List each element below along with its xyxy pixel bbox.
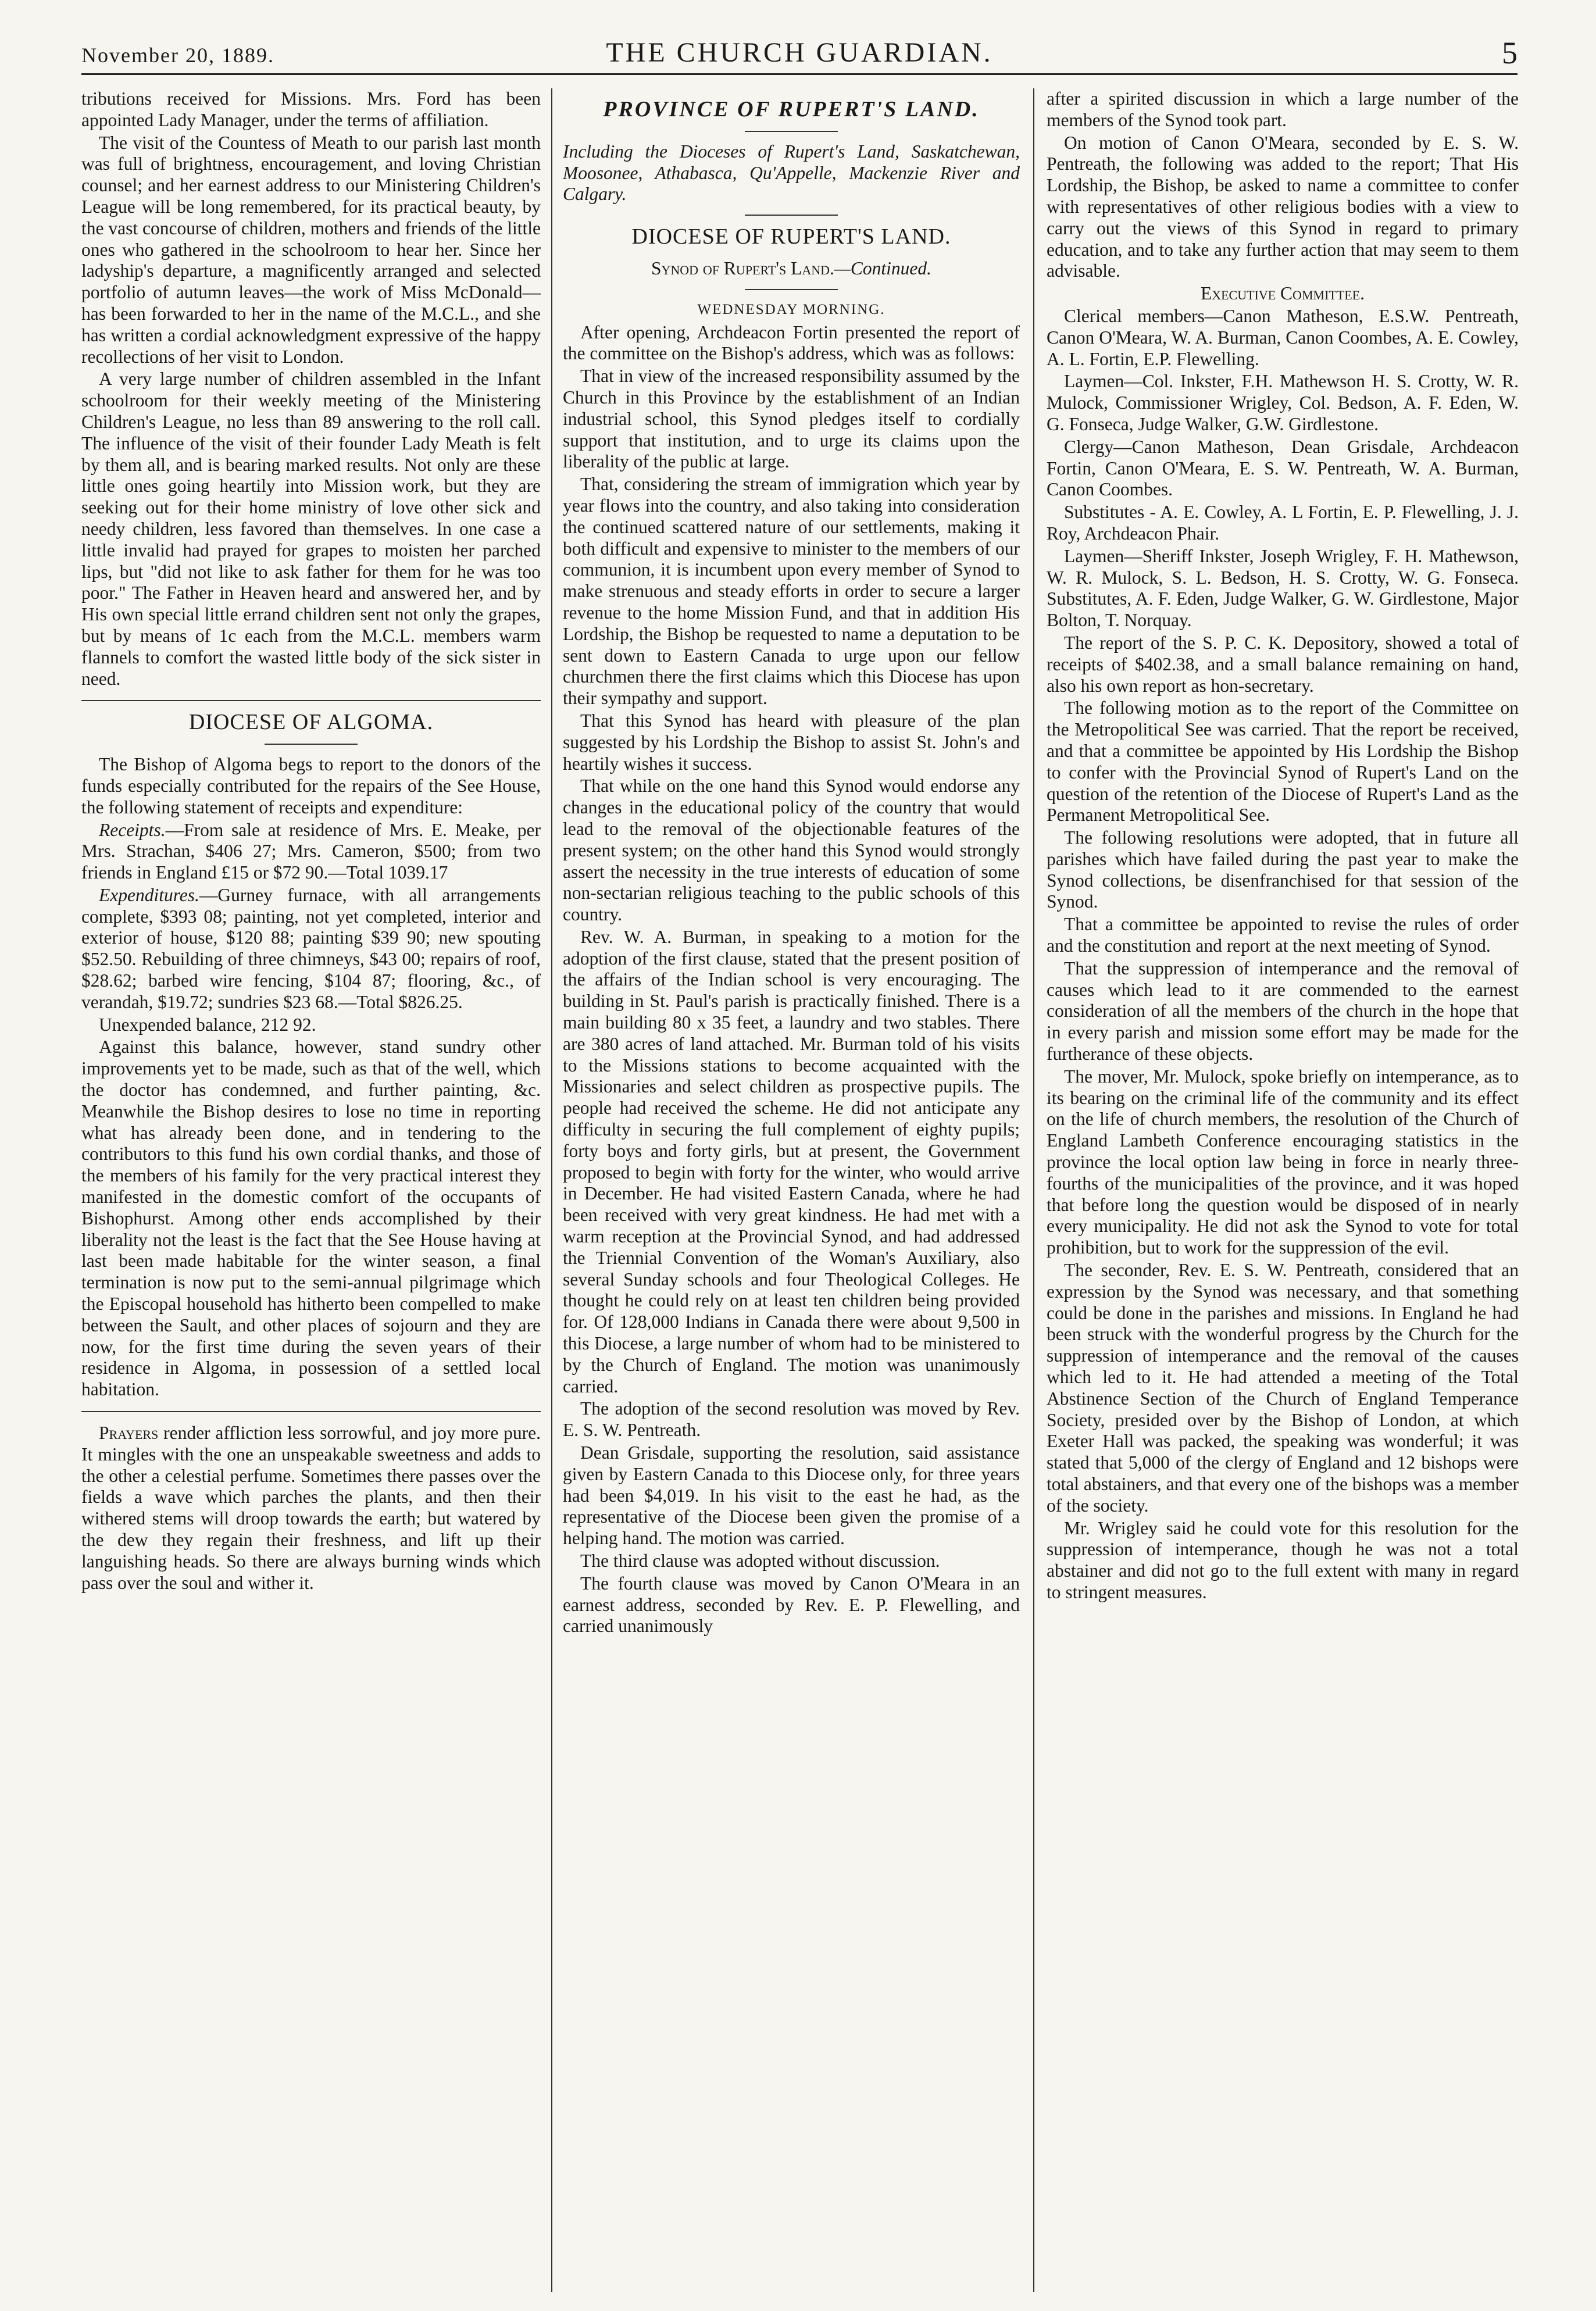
prayers-label: Prayers [99,1423,159,1444]
divider [81,1411,541,1412]
paragraph [81,885,541,1013]
paragraph: Rev. W. A. Burman, in speaking to a motion for the adoption of the first clause, stated that the present position of the affairs of the Indian school is very encouraging. The building in St. Paul's parish is practically finished. There is a main building 80 x 35 feet, a laundry and two stables. There are 380 acres of land attached. Mr. Burman told of his visits to the Missions stations to become acquainted with the Missionaries and select children as prospective pupils. The people had received the scheme. He did not anticipate any difficulty in securing the full complement of eighty pupils; forty boys and forty girls, but at present, the Government proposed to begin with forty for the winter, who would arrive in December. He had visited Eastern Canada, where he had been received with very great kindness. He had met with a warm reception at the Provincial Synod, and had addressed the Triennial Convention of the Woman's Auxiliary, also several Sunday schools and four Theological Colleges. He thought he could rely on at least ten children being provided for. Of 128,000 Indians in Canada there were about 9,500 in this Diocese, a large number of whom had to be ministered to by the Church of England. The motion was unanimously carried. [563,926,1020,1396]
divider [265,744,358,745]
section-heading: DIOCESE OF ALGOMA. [188,710,434,735]
divider [745,289,838,290]
section-heading: DIOCESE OF RUPERT'S LAND. [631,224,951,249]
paragraph: Clergy—Canon Matheson, Dean Grisdale, Archdeacon Fortin, Canon O'Meara, E. S. W. Pentreath, W. A. Burman, Canon Coombes. [1047,436,1519,500]
section-heading: PROVINCE OF RUPERT'S LAND. [603,97,980,122]
paragraph: The following motion as to the report of the Committee on the Metropolitical See was carried. That the report be received, and that a committee be appointed by His Lordship the Bishop to confer with the Provincial Synod of Rupert's Land on the question of the retention of the Diocese of Rupert's Land as the Permanent Metropolitical See. [1047,698,1519,826]
divider [745,131,838,132]
paragraph: Dean Grisdale, supporting the resolution, said assistance given by Eastern Canada to this Diocese only, for three years had been $4,019. In his visit to the east he had, as the representative of the Diocese been given the promise of a helping hand. The motion was carried. [563,1442,1020,1549]
paragraph: The adoption of the second resolution was moved by Rev. E. S. W. Pentreath. [563,1398,1020,1441]
paragraph: The Bishop of Algoma begs to report to the donors of the funds especially contributed for the repairs of the See House, the following statement of receipts and expenditure: [81,754,541,817]
receipts-text: —From sale at residence of Mrs. E. Meake, per Mrs. Strachan, $406 27; Mrs. Cameron, $500; from two friends in England £15 or $72 90.—Total 1039.17 [81,819,541,883]
receipts-label: Receipts. [99,819,166,840]
divider [81,700,541,701]
paragraph: tributions received for Missions. Mrs. Ford has been appointed Lady Manager, under the terms of affiliation. [81,88,541,130]
column-rule [1033,88,1034,2292]
paragraph [81,820,541,884]
paragraph: after a spirited discussion in which a large number of the members of the Synod took part. [1047,88,1519,130]
page-number: 5 [1502,35,1518,70]
paragraph: The following resolutions were adopted, that in future all parishes which have failed during the past year to make the Synod collections, be disenfranchised for that session of the Synod. [1047,827,1519,912]
column-2 [563,88,1020,2292]
paragraph: The third clause was adopted without discussion. [580,1551,940,1571]
expenditures-label: Expenditures. [99,884,199,905]
paragraph: The mover, Mr. Mulock, spoke briefly on intemperance, as to its bearing on the criminal life of the community and its effect on the life of church members, the resolution of the Church of England Lambeth Conference encouraging statistics in the province the local option law being in force in nearly three-fourths of the municipalities of the province, and it was hoped that before long the question would be disposed of in nearly every municipality. He did not ask the Synod to vote for total prohibition, but to work for the suppression of the evil. [1047,1066,1519,1258]
prayers-text: render affliction less sorrowful, and joy more pure. It mingles with the one an unspeakable sweetness and adds to the other a celestial perfume. Sometimes there passes over the fields a wave which parches the plants, and then their withered stems will droop towards the earth; but watered by the dew they regain their freshness, and lift up their languishing heads. So there are always burning winds which pass over the soul and wither it. [81,1423,541,1593]
paragraph [81,1423,541,1594]
column-rule [551,88,552,2292]
paragraph: The seconder, Rev. E. S. W. Pentreath, considered that an expression by the Synod was necessary, and that something could be done in the parishes and missions. In England he had been struck with the wonderful progress by the Church for the suppression of intemperance and the removal of the causes which led to it. He had attended a meeting of the Total Abstinence Section of the Church of England Temperance Society, presided over by the Bishop of London, at which Exeter Hall was packed, the speaking was wonderful; it was stated that 5,000 of the clergy of England and 12 bishops were total abstainers, and that every one of the bishops was a member of the society. [1047,1260,1519,1516]
column-1 [81,88,541,2292]
paragraph: The fourth clause was moved by Canon O'Meara in an earnest address, seconded by Rev. E. P. Flewelling, and carried unanimously [563,1573,1020,1637]
paragraph: Substitutes - A. E. Cowley, A. L Fortin, E. P. Flewelling, J. J. Roy, Archdeacon Phair. [1047,502,1519,544]
paragraph: That in view of the increased responsibility assumed by the Church in this Province by the establishment of an Indian industrial school, this Synod pledges itself to cordially support that institution, and to urge its claims upon the liberality of the public at large. [563,366,1020,472]
paragraph: That this Synod has heard with pleasure of the plan suggested by his Lordship the Bishop to assist St. John's and heartily wishes it success. [563,710,1020,774]
paragraph: That a committee be appointed to revise the rules of order and the constitution and report at the next meeting of Synod. [1047,914,1519,956]
expenditures-text: —Gurney furnace, with all arrangements complete, $393 08; painting, not yet completed, interior and exterior of house, $120 88; painting $39 90; new spouting $52.50. Rebuilding of three chimneys, $43 00; repairs of roof, $28.62; barbed wire fencing, $104 87; flooring, &c., of verandah, $19.72; sundries $23 68.—Total $826.25. [81,884,541,1012]
paragraph: On motion of Canon O'Meara, seconded by E. S. W. Pentreath, the following was added to the report; That His Lordship, the Bishop, be asked to name a committee to confer with representatives of other religious bodies with a view to carry out the views of this Synod in regard to primary education, and to take any further action that may seem to them advisable. [1047,132,1519,281]
paragraph: That the suppression of intemperance and the removal of causes which lead to it are commended to the earnest consideration of all the members of the church in the hope that in every parish and mission some effort may be made for the furtherance of these objects. [1047,958,1519,1065]
synod-label: Synod of Rupert's Land. [651,258,834,278]
paragraph: That while on the one hand this Synod would endorse any changes in the educational policy of the country that would lead to the removal of the objectionable features of the present system; on the other hand this Synod would strongly assert the necessity in the true interests of education of some non-sectarian religious teaching to the public schools of this country. [563,776,1020,925]
paragraph: Laymen—Col. Inkster, F.H. Mathewson H. S. Crotty, W. R. Mulock, Commissioner Wrigley, Col. Bedson, A. F. Eden, W. G. Fonseca, Judge Walker, G.W. Girdlestone. [1047,371,1519,434]
paragraph: Laymen—Sheriff Inkster, Joseph Wrigley, F. H. Mathewson, W. R. Mulock, S. L. Bedson, H. S. Crotty, W. G. Fonseca. Substitutes, A. F. Eden, Judge Walker, G. W. Girdlestone, Major Bolton, T. Norquay. [1047,545,1519,631]
paragraph: A very large number of children assembled in the Infant schoolroom for their weekly meeting of the Ministering Children's League, no less than 89 answering to the roll call. The influence of the visit of their founder Lady Meath is felt by them all, and is bearing marked results. Not only are these little ones going heartily into Mission work, but they are seeking out for their home ministry of love other sick and needy children, less favored than themselves. In one case a little invalid had prayed for grapes to moisten her parched lips, but "did not like to ask father for them for he was too poor." The Father in Heaven heard and answered her, and by His own special little errand children sent not only the grapes, but by means of 1c each from the M.C.L. members warm flannels to comfort the wasted little body of the sick sister in need. [81,369,541,689]
paragraph: Mr. Wrigley said he could vote for this resolution for the suppression of intemperance, though he was not a total abstainer and did not go to the full extent with many in regard to stringent measures. [1047,1517,1519,1602]
executive-committee-heading: Executive Committee. [1200,283,1365,304]
paragraph: The report of the S. P. C. K. Depository, showed a total of receipts of $402.38, and a small balance remaining on hand, also his own report as hon-secretary. [1047,632,1519,696]
paragraph: That, considering the stream of immigration which year by year flows into the country, and also taking into consideration the continued scattered nature of our settlements, making it both difficult and expensive to minister to the members of our communion, it is incumbent upon every member of Synod to make strenuous and steady efforts in order to secure a larger revenue to the home Mission Fund, and that in addition His Lordship, the Bishop be requested to name a deputation to be sent down to Eastern Canada to urge upon our fellow churchmen there the first claims which this Diocese has upon their sympathy and support. [563,474,1020,709]
paragraph: The visit of the Countess of Meath to our parish last month was full of brightness, encouragement, and loving Christian counsel; and her earnest address to our Ministering Children's League will be long remembered, for its practical beauty, by the vast concourse of children, mothers and friends of the little ones who gathered in the schoolroom to hear her. Since her ladyship's departure, a magnificently arranged and selected portfolio of autumn leaves—the work of Miss McDonald—has been forwarded to her in the name of the M.C.L., and she has written a cordial acknowledgment expressive of the happy recollections of her visit to London. [81,132,541,367]
issue-date: November 20, 1889. [81,44,274,67]
paragraph: Unexpended balance, 212 92. [99,1014,316,1035]
wednesday-heading: WEDNESDAY MORNING. [697,301,886,317]
synod-subheading [563,258,1020,280]
paragraph: Clerical members—Canon Matheson, E.S.W. Pentreath, Canon O'Meara, W. A. Burman, Canon Coombes, A. E. Cowley, A. L. Fortin, E.P. Flewelling. [1047,305,1519,369]
paragraph: Against this balance, however, stand sundry other improvements yet to be made, such as that of the well, which the doctor has condemned, and further painting, &c. Meanwhile the Bishop desires to lose no time in reporting what has already been done, and in tendering to the contributors to this fund his own cordial thanks, and those of the members of his family for the very practical interest they manifested in the domestic comfort of the occupants of Bishophurst. Among other ends accomplished by their liberality not the least is the fact that the See House having at last been made habitable for the winter season, a final termination is now put to the semi-annual pilgrimage which the Episcopal household has hitherto been compelled to make between the Sault, and other places of sojourn and they are now, for the first time during the seven years of their residence in Algoma, in possession of a settled local habitation. [81,1037,541,1400]
newspaper-title: THE CHURCH GUARDIAN. [606,37,993,68]
column-3 [1047,88,1519,2292]
masthead [81,28,1518,75]
paragraph: After opening, Archdeacon Fortin presented the report of the committee on the Bishop's address, which was as follows: [563,322,1020,364]
continued-label: —Continued. [834,258,931,278]
divider [745,215,838,216]
province-subtitle: Including the Dioceses of Rupert's Land, Saskatchewan, Moosonee, Athabasca, Qu'Appelle, Mackenzie River and Calgary. [563,141,1020,205]
